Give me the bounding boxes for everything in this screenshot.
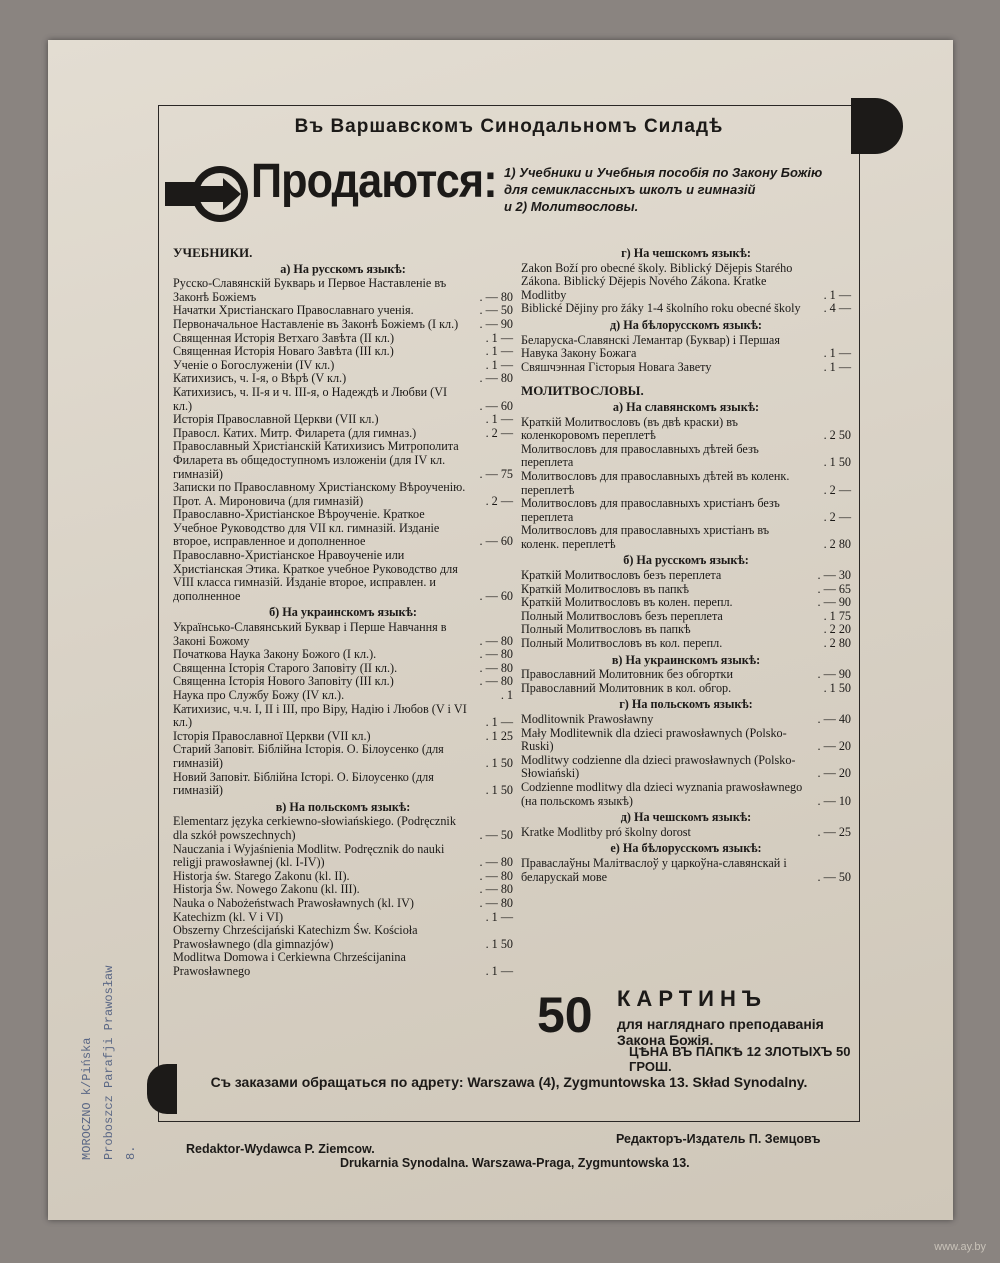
item-price: . 1 50 [485,936,513,951]
advertisement-frame [158,105,860,1122]
item-title: Священная Исторія Новаго Завѣта (III кл.) [173,344,394,359]
list-item [173,318,513,332]
list-item [521,470,851,497]
item-price: . — 75 [479,466,513,481]
item-price: . — 80 [479,895,513,910]
list-item [521,262,851,303]
subsection-title: д) На бѣлорусскомъ языкѣ: [610,317,762,332]
list-item [521,497,851,524]
item-price: . — 90 [817,595,851,610]
list-item [521,361,851,375]
list-item [521,623,851,637]
list-item [521,826,851,840]
item-price: . 2 — [485,493,513,508]
item-price: . — 90 [817,667,851,682]
list-item [173,771,513,798]
list-item [521,569,851,583]
item-title: Modlitwy codzienne dla dzieci prawosławnych (Polsko-Słowiański) [521,752,796,781]
list-item [521,857,851,884]
list-item [521,596,851,610]
item-price: . — 80 [479,660,513,675]
list-item [521,334,851,361]
item-price: . 1 — [823,346,851,361]
item-price: . — 80 [479,674,513,689]
item-title: Zakon Boží pro obecné školy. Biblický Dějepis Starého Zákona. Biblický Dějepis Nového Zákona. Kratke Modlitby [521,260,793,302]
item-title: Mały Modlitewnik dla dzieci prawosławnych (Polsko-Ruski) [521,725,787,754]
item-price: . — 50 [479,303,513,318]
right-column [521,244,851,884]
item-price: . — 60 [479,398,513,413]
item-title: Священна Історія Нового Заповіту (III кл.) [173,674,394,689]
watermark: www.ay.by [934,1241,986,1253]
subsection-title: в) На польскомъ языкѣ: [275,799,411,814]
list-item [173,730,513,744]
item-title: Історія Православної Церкви (VII кл.) [173,728,371,743]
item-price: . 1 — [823,359,851,374]
item-price: . — 20 [817,739,851,754]
item-price: . — 90 [479,316,513,331]
pictures-promo [537,986,857,1074]
item-title: Ученіе о Богослуженіи (IV кл.) [173,357,335,372]
section-title: МОЛИТВОСЛОВЫ. [521,383,644,399]
item-title: Початкова Наука Закону Божого (I кл.). [173,647,377,662]
list-item [173,359,513,373]
list-item [521,302,851,316]
item-title: Православный Христіанскій Катихизисъ Митрополита Филарета въ общедоступномъ изложеніи (для IV кл. гимназій) [173,439,459,481]
item-price: . 1 50 [485,783,513,798]
item-title: Старий Заповіт. Біблійна Історія. О. Білоусенко (для гимназій) [173,742,444,770]
item-title: Katechizm (kl. V i VI) [173,909,284,924]
item-title: Краткій Молитвословъ (въ двѣ краски) въ коленкоровомъ переплетѣ [521,414,738,443]
item-price: . 2 — [823,482,851,497]
item-title: Полный Молитвословъ въ папкѣ [521,622,691,637]
item-title: Молитвословъ для православныхъ христіанъ безъ переплета [521,496,780,524]
item-title: Первоначальное Наставленіе въ Законѣ Божіемъ (I кл.) [173,316,459,331]
parish-stamp [80,960,200,1160]
left-column [173,244,513,978]
footer-editor-polish: Redaktor-Wydawca P. Ziemcow. [186,1142,375,1156]
item-title: Молитвословъ для православныхъ дѣтей безъ переплета [521,441,759,470]
big-heading: Продаются: [251,155,497,208]
list-item [173,332,513,346]
item-price: . — 60 [479,534,513,549]
item-title: Катихизисъ, ч. I-я, о Вѣрѣ (V кл.) [173,371,347,386]
item-price: . — 65 [817,581,851,596]
list-item [521,637,851,651]
item-price: . — 50 [817,869,851,884]
item-price: . 2 80 [823,636,851,651]
item-price: . 1 [500,688,513,702]
item-price: . 1 — [485,412,513,427]
item-price: . 2 — [485,425,513,440]
spacer [521,374,851,382]
item-title: Катихизис, ч.ч. I, II і III, про Віру, Надію і Любов (V і VI кл.) [173,701,467,730]
item-title: Biblické Dějiny pro žáky 1-4 školního roku obecné školy [521,301,801,316]
list-item [173,372,513,386]
item-price: . 2 50 [823,428,851,443]
list-item [173,277,513,304]
subsection-title: г) На польскомъ языкѣ: [619,697,753,712]
item-title: Краткій Молитвословъ въ папкѣ [521,581,689,596]
item-title: Священна Історія Старого Заповіту (II кл.). [173,660,398,675]
list-item [173,481,513,508]
intro-line-1: 1) Учебники и Учебныя пособія по Закону Божію [504,165,823,180]
intro-line-2: для семиклассныхъ школъ и гимназій [504,182,756,197]
list-item [173,304,513,318]
footer-editor-russian: Редакторъ-Издатель П. Земцовъ [616,1132,821,1146]
intro-line-3: и 2) Молитвословы. [504,199,639,214]
item-price: . 2 80 [823,536,851,551]
item-price: . 1 — [485,715,513,730]
item-price: . 1 50 [823,455,851,470]
item-title: Православний Молитовник в кол. обгор. [521,680,732,695]
item-price: . 1 — [485,909,513,924]
item-title: Катихизисъ, ч. II-я и ч. III-я, о Надеждѣ и Любви (VI кл.) [173,384,448,413]
item-title: Historja św. Starego Zakonu (kl. II). [173,868,350,883]
list-item [173,883,513,897]
item-title: Начатки Христіанскаго Православнаго ученія. [173,303,414,318]
footer-printer: Drukarnia Synodalna. Warszawa-Praga, Zygmuntowska 13. [340,1156,690,1170]
item-title: Obszerny Chrześcijański Katechizm Św. Kościoła Prawosławnego (dla gimnazjów) [173,923,418,951]
list-item [521,583,851,597]
list-item [521,524,851,551]
item-title: Правосл. Катих. Митр. Филарета (для гимназ.) [173,425,417,440]
item-price: . — 30 [817,568,851,583]
item-title: Священная Исторія Ветхаго Завѣта (II кл.) [173,330,395,345]
stamp-line-2: Proboszcz Parafji Prawosław [102,965,116,1160]
item-title: Historja Św. Nowego Zakonu (kl. III). [173,882,360,897]
subsection-title: е) На бѣлорусскомъ языкѣ: [610,841,762,856]
list-item [173,427,513,441]
list-item [173,508,513,549]
subsection-title: г) На чешскомъ языкѣ: [621,246,751,260]
item-price: . — 25 [817,824,851,839]
promo-word: КАРТИНЪ [617,986,767,1011]
list-item [173,345,513,359]
item-title: Nauka o Nabożeństwach Prawosławnych (kl. IV) [173,895,414,910]
item-title: Записки по Православному Христіанскому Вѣроученію. Прот. А. Мироновича (для гимназій) [173,480,466,508]
subsection-title: б) На украинскомъ языкѣ: [269,605,417,620]
item-price: . 1 50 [823,680,851,695]
item-title: Modlitwa Domowa i Cerkiewna Chrześcijanina Prawosławnego [173,950,406,978]
item-title: Modlitownik Prawosławny [521,712,654,726]
list-item [173,897,513,911]
item-price: . 1 — [823,287,851,302]
item-price: . 1 — [485,330,513,345]
subsection-title: д) На чешскомъ языкѣ: [620,810,752,825]
item-price: . — 80 [479,647,513,662]
item-title: Краткій Молитвословъ безъ переплета [521,568,722,583]
item-price: . 4 — [823,301,851,316]
item-title: Codzienne modlitwy dla dzieci wyznania prawosławnego (на польскомъ языкѣ) [521,779,803,808]
item-price: . — 80 [479,633,513,648]
item-price: . — 80 [479,371,513,386]
item-title: Полный Молитвословъ безъ переплета [521,608,723,623]
list-item [521,754,851,781]
subsection-title: в) На украинскомъ языкѣ: [611,652,761,667]
item-price: . — 60 [479,588,513,603]
item-price: . 1 50 [485,755,513,770]
item-price: . — 80 [479,882,513,897]
item-title: Свяшчэнная Гісторыя Новага Завету [521,359,712,374]
item-price: . — 20 [817,766,851,781]
list-item [173,743,513,770]
order-address: Съ заказами обращаться по адрету: Warszawa (4), Zygmuntowska 13. Skład Synodalny. [210,1074,808,1090]
item-title: Молитвословъ для православныхъ христіанъ въ коленк. переплетѣ [521,523,770,551]
list-item [173,648,513,662]
item-title: Молитвословъ для православныхъ дѣтей въ коленк. переплетѣ [521,468,790,497]
list-item [521,682,851,696]
item-title: Українсько-Славянський Буквар і Перше Навчання в Законі Божому [173,620,447,648]
item-title: Elementarz języka cerkiewno-słowiańskiego. (Podręcznik dla szkół powszechnych) [173,814,456,842]
list-item [173,549,513,603]
item-title: Полный Молитвословъ въ кол. перепл. [521,636,723,651]
item-price: . — 50 [479,827,513,842]
stamp-line-1: MOROCZNO k/Pińska [80,1037,94,1160]
item-title: Беларуска-Славянскі Лемантар (Буквар) і Першая Навука Закону Божага [521,332,780,361]
list-item [173,413,513,427]
item-title: Православно-Христіанское Вѣроученіе. Краткое Учебное Руководство для VII кл. гимназій. Изданіе второе, исправленное и дополненное [173,507,440,549]
arrow-icon [165,164,253,224]
item-price: . — 40 [817,712,851,726]
list-item [521,713,851,727]
item-title: Праваслаўны Малітваслоў у царкоўна-славянскай і беларускай мове [521,855,787,884]
item-price: . — 80 [479,289,513,304]
item-price: . 1 — [485,963,513,978]
list-item [173,675,513,689]
intro-text [504,164,854,215]
list-item [173,440,513,481]
item-price: . 1 — [485,357,513,372]
list-item [521,668,851,682]
subsection-title: а) На славянскомъ языкѣ: [612,399,760,414]
item-price: . 2 20 [823,622,851,637]
list-item [521,416,851,443]
item-title: Православно-Христіанское Нравоученіе или Христіанская Этика. Краткое учебное Руководство для VIII класса гимназій. Изданіе второе, исправлен. и дополненное [173,548,458,603]
list-item [521,781,851,808]
list-item [521,727,851,754]
list-item [173,689,513,703]
promo-description: для нагляднаго преподаванія Закона Божія. [617,1016,824,1048]
item-title: Русско-Славянскій Букварь и Первое Наставленіе въ Законѣ Божіемъ [173,276,447,304]
item-price: . — 80 [479,855,513,870]
list-item [173,703,513,730]
list-item [173,924,513,951]
list-item [173,843,513,870]
list-item [521,610,851,624]
item-title: Православний Молитовник без обгортки [521,667,733,682]
item-title: Исторія Православной Церкви (VII кл.) [173,412,379,427]
stamp-line-3: 8. [124,1145,138,1160]
header-title: Въ Варшавскомъ Синодальномъ Силадѣ [294,116,724,137]
item-price: . 1 — [485,344,513,359]
list-item [173,621,513,648]
list-item [521,443,851,470]
list-item [173,386,513,413]
item-price: . — 10 [817,793,851,808]
item-price: . 1 75 [823,608,851,623]
item-price: . — 80 [479,868,513,883]
list-item [173,870,513,884]
list-item [173,951,513,978]
item-price: . 2 — [823,509,851,524]
item-title: Kratke Modlitby pró školny dorost [521,824,691,839]
list-item [173,911,513,925]
promo-price: ЦѢНА ВЪ ПАПКѢ 12 ЗЛОТЫХЪ 50 ГРОШ. [629,1044,851,1074]
section-title: УЧЕБНИКИ. [173,245,253,260]
item-title: Краткій Молитвословъ въ колен. перепл. [521,595,733,610]
subsection-title: б) На русскомъ языкѣ: [623,553,749,568]
promo-number: 50 [537,987,593,1043]
item-price: . 1 25 [485,728,513,743]
item-title: Nauczania i Wyjaśnienia Modlitw. Podręcznik do nauki religji prawosławnej (kl. I-IV)) [173,841,445,870]
item-title: Новий Заповіт. Біблійна Історі. О. Білоусенко (для гимназій) [173,769,434,798]
subsection-title: а) На русскомъ языкѣ: [280,261,406,276]
list-item [173,662,513,676]
item-title: Наука про Службу Божу (IV кл.). [173,688,345,702]
list-item [173,815,513,842]
